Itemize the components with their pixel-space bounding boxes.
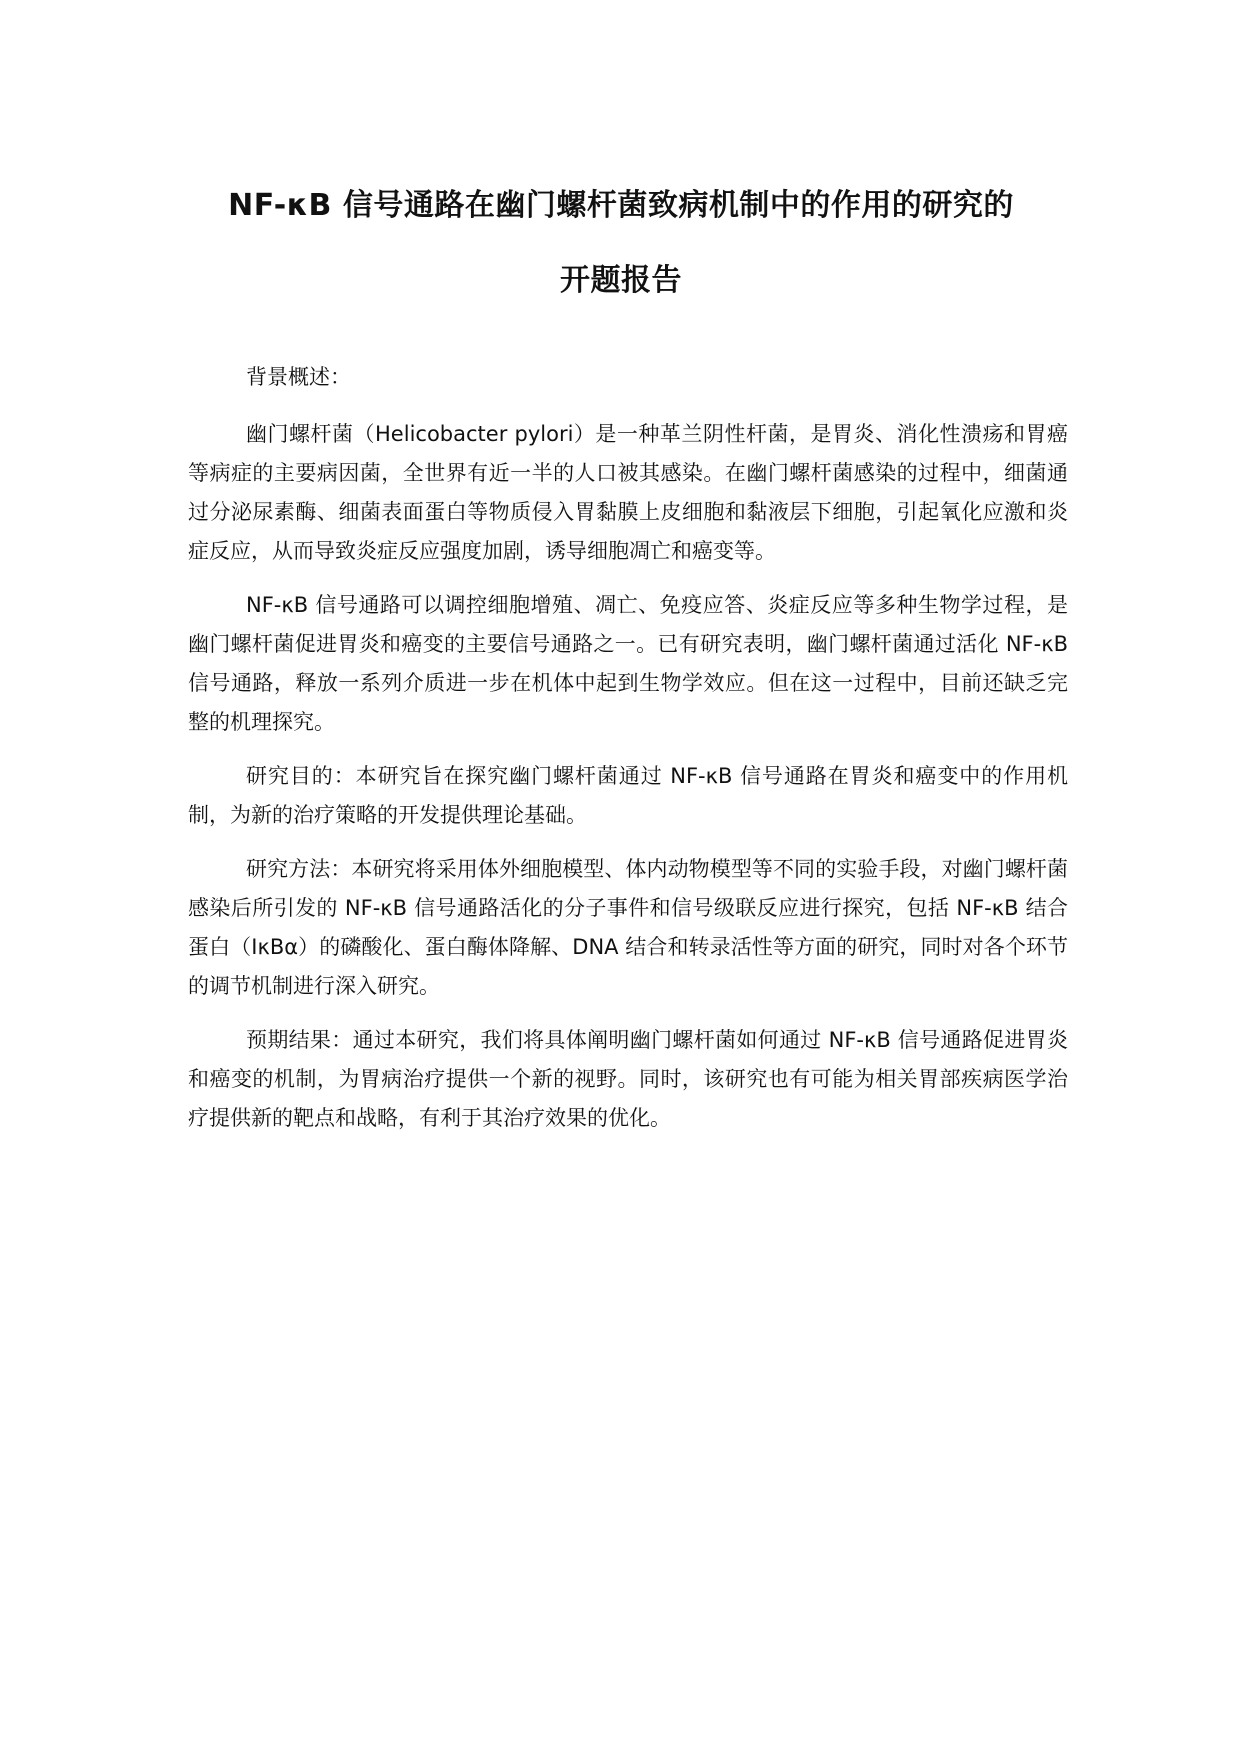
paragraph-research-purpose: 研究目的：本研究旨在探究幽门螺杆菌通过 NF-κB 信号通路在胃炎和癌变中的作用机制，为新的治疗策略的开发提供理论基础。 — [188, 764, 1068, 827]
document-title-line-1: NF-κB 信号通路在幽门螺杆菌致病机制中的作用的研究的 — [228, 188, 1014, 223]
paragraph-expected-results: 预期结果：通过本研究，我们将具体阐明幽门螺杆菌如何通过 NF-κB 信号通路促进胃炎和癌变的机制，为胃病治疗提供一个新的视野。同时，该研究也有可能为相关胃部疾病医学治疗提供新的靶点和战略，有利于其治疗效果的优化。 — [188, 1028, 1068, 1130]
background-heading: 背景概述： — [246, 365, 351, 389]
paragraph-background: 幽门螺杆菌（Helicobacter pylori）是一种革兰阴性杆菌，是胃炎、消化性溃疡和胃癌等病症的主要病因菌，全世界有近一半的人口被其感染。在幽门螺杆菌感染的过程中，细菌通过分泌尿素酶、细菌表面蛋白等物质侵入胃黏膜上皮细胞和黏液层下细胞，引起氧化应激和炎症反应，从而导致炎症反应强度加剧，诱导细胞凋亡和癌变等。 — [188, 422, 1068, 563]
document-body — [188, 358, 1068, 1153]
document-title-line-2: 开题报告 — [560, 263, 682, 298]
paragraph-nfkb-pathway: NF-κB 信号通路可以调控细胞增殖、凋亡、免疫应答、炎症反应等多种生物学过程，是幽门螺杆菌促进胃炎和癌变的主要信号通路之一。已有研究表明，幽门螺杆菌通过活化 NF-κB 信号通路，释放一系列介质进一步在机体中起到生物学效应。但在这一过程中，目前还缺乏完整的机理探究。 — [188, 593, 1068, 734]
paragraph-research-methods: 研究方法：本研究将采用体外细胞模型、体内动物模型等不同的实验手段，对幽门螺杆菌感染后所引发的 NF-κB 信号通路活化的分子事件和信号级联反应进行探究，包括 NF-κB 结合蛋白（IκBα）的磷酸化、蛋白酶体降解、DNA 结合和转录活性等方面的研究，同时对各个环节的调节机制进行深入研究。 — [188, 857, 1068, 998]
